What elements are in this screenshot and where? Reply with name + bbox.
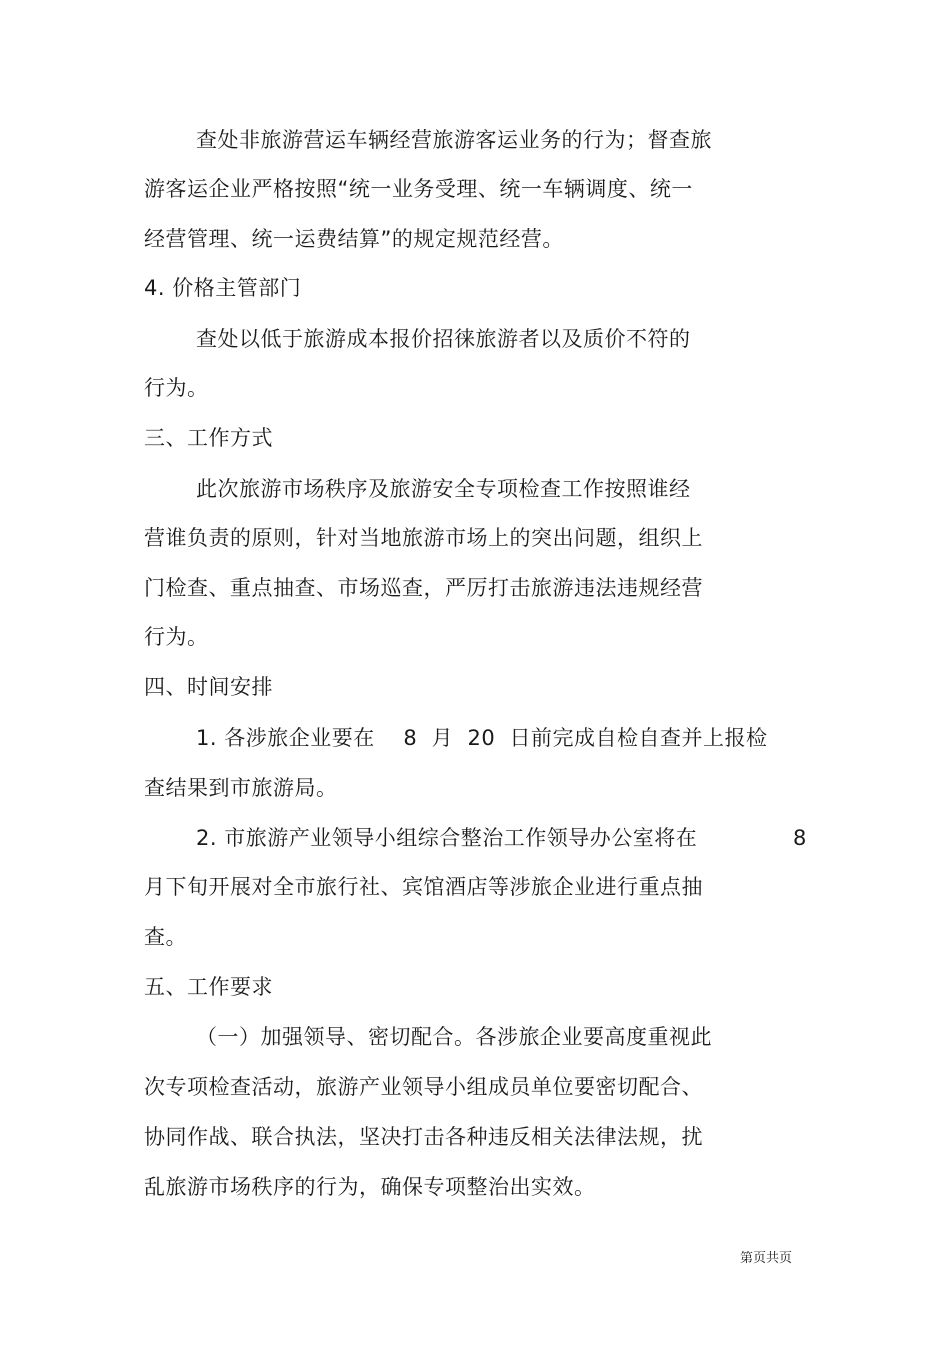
paragraph-line: 查处非旅游营运车辆经营旅游客运业务的行为；督查旅 [196,128,712,152]
paragraph-line: 协同作战、联合执法，坚决打击各种违反相关法律法规，扰 [144,1125,703,1149]
paragraph-line: 2. 市旅游产业领导小组综合整治工作领导办公室将在 [196,826,698,850]
section-heading: 4. 价格主管部门 [144,276,302,300]
paragraph-line: 查。 [144,925,187,949]
paragraph-line: 次专项检查活动，旅游产业领导小组成员单位要密切配合、 [144,1075,703,1099]
paragraph-line: 行为。 [144,625,209,649]
paragraph-line: 游客运企业严格按照“统一业务受理、统一车辆调度、统一 [144,177,693,201]
section-heading: 三、工作方式 [144,426,273,450]
paragraph-line: 查结果到市旅游局。 [144,776,338,800]
paragraph-line: 月下旬开展对全市旅行社、宾馆酒店等涉旅企业进行重点抽 [144,875,703,899]
paragraph-line: 查处以低于旅游成本报价招徕旅游者以及质价不符的 [196,327,691,351]
paragraph-line: 此次旅游市场秩序及旅游安全专项检查工作按照谁经 [196,477,691,501]
section-heading: 五、工作要求 [144,975,273,999]
paragraph-line: 乱旅游市场秩序的行为，确保专项整治出实效。 [144,1175,596,1199]
paragraph-number: 8 [793,826,807,850]
paragraph-line: 营谁负责的原则，针对当地旅游市场上的突出问题，组织上 [144,526,703,550]
section-heading: 四、时间安排 [144,675,273,699]
paragraph-line: （一）加强领导、密切配合。各涉旅企业要高度重视此 [196,1025,712,1049]
paragraph-line: 行为。 [144,376,209,400]
paragraph-line: 1. 各涉旅企业要在 8 月 20 日前完成自检自查并上报检 [196,726,768,750]
paragraph-line: 门检查、重点抽查、市场巡查，严厉打击旅游违法违规经营 [144,576,703,600]
paragraph-line: 经营管理、统一运费结算”的规定规范经营。 [144,227,564,251]
page-footer: 第页共页 [740,1251,793,1266]
